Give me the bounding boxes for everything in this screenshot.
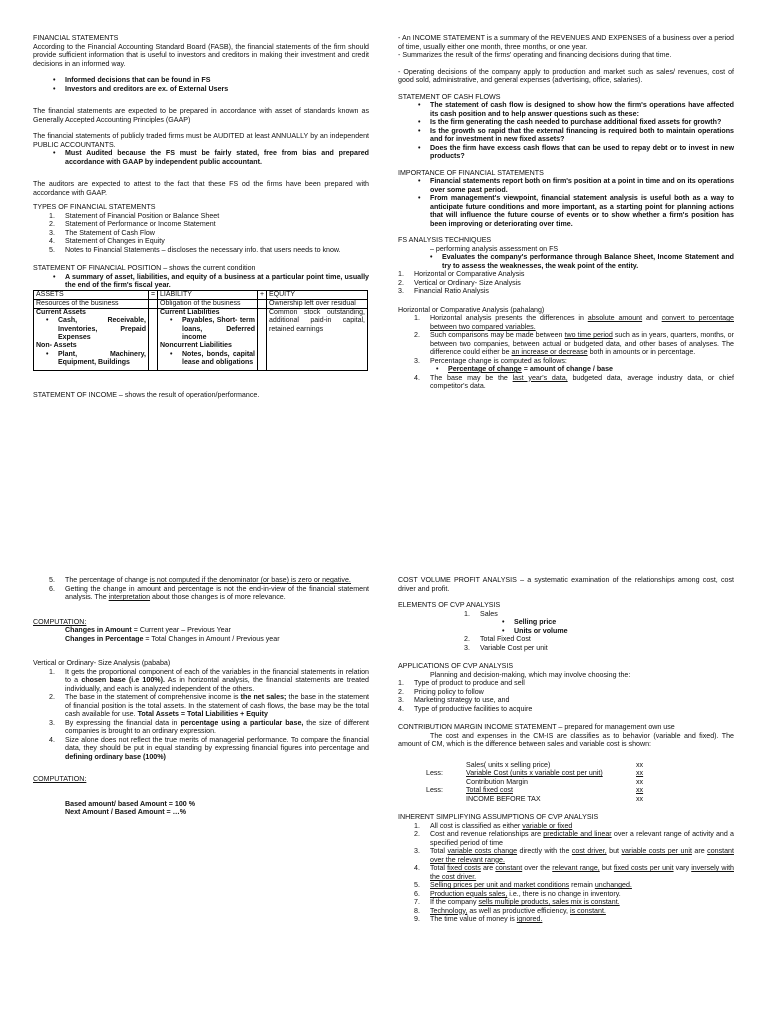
fs-analysis-subtitle: – performing analysis assessment on FS — [430, 244, 559, 253]
equity-definition: Ownership left over residual — [267, 299, 368, 308]
plus-sign: + — [258, 290, 267, 299]
list-item: 5. The percentage of change is not computed if the denominator (or base) is zero or negative. — [49, 576, 351, 584]
section-title-horizontal: Horizontal or Comparative Analysis (pahalang) — [398, 305, 545, 314]
vertical-analysis-list — [33, 668, 369, 762]
formula-change-percentage: Changes in Percentage = Total Changes in Amount / Previous year — [65, 634, 280, 643]
list-item: 3. Marketing strategy to use, and — [398, 696, 510, 704]
current-liabilities-list — [160, 317, 255, 342]
section-title-vertical: Vertical or Ordinary- Size Analysis (pababa) — [33, 659, 171, 667]
cm-row-prefix: Less: — [426, 786, 443, 794]
table-header-assets: ASSETS — [34, 290, 149, 299]
list-item: 9. The time value of money is ignored. — [414, 915, 543, 923]
cm-income-statement-table — [426, 761, 734, 804]
cm-row-value: xx — [636, 769, 644, 777]
income-statement-paragraph: - An INCOME STATEMENT is a summary of the REVENUES AND EXPENSES of a business over a period of time, usually either one month, three months, or one year. — [398, 34, 734, 51]
section-title-fs-analysis: FS ANALYSIS TECHNIQUES — [398, 236, 492, 244]
cm-row-value: xx — [636, 794, 644, 803]
table-header-liability: LIABILITY — [158, 290, 258, 299]
cm-row-label: Variable Cost (units x variable cost per unit) — [466, 769, 603, 777]
list-item: • Percentage of change = amount of change / base — [448, 365, 734, 374]
list-item: 2. The base in the statement of comprehensive income is the net sales; the base in the statement of financial position is the total assets. In the statement of cash flows, the base may be the total cash available for use. Total Assets = Total Liabilities + Equity — [49, 693, 369, 718]
cm-row-label: Contribution Margin — [466, 777, 528, 786]
list-item: • Selling price — [514, 618, 734, 627]
list-item: • Is the growth so rapid that the external financing is required both to maintain operations and for investment in new fixed assets? — [430, 127, 734, 144]
list-item: • Informed decisions that can be found in FS — [65, 76, 369, 85]
list-item: 2. Such comparisons may be made between two time period such as in years, quarters, months, or between two companies, between actual or budgeted data, and other bases of analyses. The difference could either be an increase or decrease both in amounts or in percentage. — [414, 331, 734, 356]
liability-detail-cell — [158, 309, 258, 371]
cm-row-label: Total fixed cost — [466, 786, 513, 794]
page-cvp-analysis — [398, 576, 734, 1016]
computation-heading-2: COMPUTATION: — [33, 775, 87, 783]
cm-row-prefix: Less: — [426, 769, 443, 777]
list-item: 4. Type of productive facilities to acquire — [398, 704, 533, 713]
list-item: 2. Statement of Performance or Income Statement — [49, 220, 216, 228]
list-item: 7. If the company sells multiple products, sales mix is constant. — [414, 898, 620, 906]
section-title-types: TYPES OF FINANCIAL STATEMENTS — [33, 203, 156, 211]
audit-bullets — [33, 149, 369, 166]
section-title-applications: APPLICATIONS OF CVP ANALYSIS — [398, 662, 514, 670]
list-item: 5. Notes to Financial Statements – discloses the necessary info. that users needs to know. — [49, 245, 341, 254]
list-item: 3. Variable Cost per unit — [464, 643, 548, 652]
list-item: 6. Getting the change in amount and percentage is not the end-in-view of the financial statement analysis. The interpretation about those changes is of more relevance. — [49, 584, 369, 601]
fasb-paragraph: According to the Financial Accounting Standard Board (FASB), the financial statements of the firm should provide sufficient information that is useful to investors and creditors in making their investment and credit decisions in an informed way. — [33, 42, 369, 68]
list-item: 4. Total fixed costs are constant over the relevant range, but fixed costs per unit vary inversely with the cost driver. — [414, 864, 734, 881]
list-item: 8. Technology, as well as productive efficiency, is constant. — [414, 906, 606, 915]
liability-definition: Obligation of the business — [158, 299, 258, 308]
formula-based-amount: Based amount/ based Amount = 100 % — [65, 799, 196, 808]
list-item: • Is the firm generating the cash needed to purchase additional fixed assets for growth? — [430, 118, 734, 127]
cm-row-value: xx — [636, 777, 644, 786]
financial-position-table — [33, 290, 368, 372]
list-item: 1. It gets the proportional component of each of the variables in the financial statements in relation to a chosen base (i.e 100%). As in horizontal analysis, the financial statements are treated individually, and each is analyzed independent of the others. — [49, 667, 369, 693]
equals-sign: = — [149, 290, 158, 299]
cvp-definition: COST VOLUME PROFIT ANALYSIS – a systematic examination of the relationships among cost, cost driver and profit. — [398, 576, 734, 593]
list-item: • Must Audited because the FS must be fairly stated, free from bias and prepared accordance with GAAP by independent public accountant. — [65, 149, 369, 166]
list-item: 1. Horizontal or Comparative Analysis — [398, 270, 525, 278]
importance-bullets — [398, 177, 734, 228]
page-financial-statements — [33, 34, 369, 504]
horizontal-analysis-list — [398, 314, 734, 391]
section-title-financial-statements: FINANCIAL STATEMENTS — [33, 34, 119, 42]
cvp-elements-list — [398, 610, 734, 653]
list-item: 1. Statement of Financial Position or Balance Sheet — [49, 211, 220, 220]
list-item: 1. Type of product to produce and sell — [398, 679, 525, 687]
formula-next-amount: Next Amount / Based Amount = …% — [65, 808, 187, 816]
assets-detail-cell — [34, 309, 149, 371]
list-item: 3. The Statement of Cash Flow — [49, 228, 155, 237]
applications-list — [398, 679, 734, 713]
analysis-techniques-list — [398, 270, 734, 296]
computation-heading: COMPUTATION: — [33, 617, 87, 626]
fs-analysis-bullets — [398, 253, 734, 270]
cm-income-paragraph: The cost and expenses in the CM-IS are classifies as to behavior (variable and fixed). The amount of CM, which is the difference between sales and variable cost is shown: — [398, 731, 734, 748]
list-item: 3. By expressing the financial data in percentage using a particular base, the size of different companies is brought to an ordinary expression. — [49, 718, 369, 735]
list-item: • Cash, Receivable, Inventories, Prepaid Expenses — [58, 317, 146, 342]
current-liabilities-heading: Current Liabilities — [160, 309, 220, 317]
section-title-income-statement: STATEMENT OF INCOME – shows the result of operation/performance. — [33, 391, 260, 400]
assumptions-list — [398, 822, 734, 924]
fs-bullets — [33, 76, 369, 93]
list-item: 2. Total Fixed Cost — [464, 635, 531, 643]
attest-paragraph: The auditors are expected to attest to the fact that these FS od the firms have been prepared with accordance with GAAP. — [33, 180, 369, 197]
current-assets-heading: Current Assets — [36, 309, 86, 317]
noncurrent-liabilities-heading: Noncurrent Liabilities — [160, 342, 232, 350]
list-item: 1. All cost is classified as either variable or fixed — [414, 821, 573, 830]
list-item: 2. Vertical or Ordinary- Size Analysis — [398, 278, 521, 287]
list-item: • Evaluates the company's performance through Balance Sheet, Income Statement and try to assess the weaknesses, the weak point of the entity. — [442, 253, 734, 270]
non-current-assets-list — [36, 351, 146, 368]
page-vertical-analysis — [33, 576, 369, 1016]
list-item: 1. Horizontal analysis presents the differences in absolute amount and convert to percentage between two compared variables. — [414, 314, 734, 331]
list-item: 3. Percentage change is computed as follows: • Percentage of change = amount of change / base — [430, 357, 734, 374]
list-item: 4. The base may be the last year's data, budgeted data, average industry data, or chief competitor's data. — [414, 373, 734, 390]
list-item: • The statement of cash flow is designed to show how the firm's operations have affected its cash position and to help answer questions such as these: — [430, 101, 734, 118]
list-item: 1. Sales • Selling price • Units or volume — [480, 610, 734, 636]
list-item: • Units or volume — [514, 627, 734, 636]
current-assets-list — [36, 317, 146, 342]
list-item: 3. Financial Ratio Analysis — [398, 287, 489, 295]
sfp-bullets — [33, 273, 369, 290]
audit-paragraph: The financial statements of publicly traded firms must be AUDITED at least ANNUALLY by an independent PUBLIC ACCOUNTANTS. — [33, 132, 369, 149]
list-item: 5. Selling prices per unit and market conditions remain unchanged. — [414, 881, 632, 889]
list-item: • From management's viewpoint, financial statement analysis is useful both as a way to anticipate future conditions and more important, as a starting point for planning actions that will influence the future course of events or to show whether a firm's position has been improving or deteriorating over time. — [430, 194, 734, 228]
cm-row-prefix — [426, 778, 466, 787]
section-title-sfp: STATEMENT OF FINANCIAL POSITION – shows the current condition — [33, 264, 256, 272]
cm-row-label: INCOME BEFORE TAX — [466, 794, 541, 803]
cash-flow-bullets — [398, 101, 734, 161]
list-item: • Investors and creditors are ex. of External Users — [65, 85, 369, 94]
cm-row-value: xx — [636, 760, 644, 769]
income-statement-summary: - Summarizes the result of the firms' operating and financing decisions during that time. — [398, 51, 672, 59]
list-item: • Financial statements report both on firm's position at a point in time and on its operations over some past period. — [430, 177, 734, 194]
table-header-equity: EQUITY — [267, 290, 368, 299]
section-title-importance: IMPORTANCE OF FINANCIAL STATEMENTS — [398, 168, 544, 177]
section-title-assumptions: INHERENT SIMPLIFYING ASSUMPTIONS OF CVP ANALYSIS — [398, 813, 599, 821]
list-item: • A summary of asset, liabilities, and equity of a business at a particular point time, usually the end of the firm's fiscal year. — [65, 273, 369, 290]
cm-row-label: Sales( units x selling price) — [466, 760, 551, 769]
horizontal-analysis-list-cont — [33, 576, 369, 602]
gaap-paragraph: The financial statements are expected to be prepared in accordance with asset of standards known as Generally Accepted Accounting Principles (GAAP) — [33, 107, 369, 124]
list-item: • Does the firm have excess cash flows that can be used to repay debt or to invest in new products? — [430, 144, 734, 161]
cm-row-prefix — [426, 761, 466, 770]
operating-decisions-paragraph: - Operating decisions of the company apply to production and market such as sales/ revenues, cost of good sold, administrative, and general expenses (advertising, office, salaries). — [398, 67, 734, 84]
equity-detail-cell: Common stock outstanding, additional paid-in capital, retained earnings — [267, 309, 368, 371]
list-item: • Plant, Machinery, Equipment, Buildings — [58, 351, 146, 368]
list-item: 2. Cost and revenue relationships are predictable and linear over a relevant range of activity and a specified period of time — [414, 830, 734, 847]
page-income-cashflow — [398, 34, 734, 504]
types-list — [33, 212, 369, 255]
list-item: 6. Production equals sales, i.e., there is no change in inventory. — [414, 889, 621, 898]
assets-definition: Resources of the business — [34, 299, 149, 308]
cm-row-value: xx — [636, 786, 644, 794]
non-current-assets-heading: Non- Assets — [36, 342, 77, 350]
list-item: 3. Total variable costs change directly with the cost driver, but variable costs per unit are constant over the relevant range. — [414, 847, 734, 864]
list-item: 2. Pricing policy to follow — [398, 687, 484, 696]
list-item: 4. Size alone does not reflect the true merits of managerial performance. To compare the financial data, they should be put in equal standing by expressing financial figures into percentage and defining ordinary base (100%) — [49, 735, 369, 761]
list-item: • Payables, Short- term loans, Deferred income — [182, 317, 255, 342]
list-item: 4. Statement of Changes in Equity — [49, 237, 165, 245]
applications-intro: Planning and decision-making, which may involve choosing the: — [430, 670, 631, 679]
noncurrent-liabilities-list — [160, 351, 255, 368]
section-title-cm-income-statement: CONTRIBUTION MARGIN INCOME STATEMENT – prepared for management own use — [398, 723, 675, 731]
section-title-elements: ELEMENTS OF CVP ANALYSIS — [398, 601, 501, 609]
cm-row-prefix — [426, 795, 466, 804]
section-title-cash-flows: STATEMENT OF CASH FLOWS — [398, 92, 501, 101]
formula-change-amount: Changes in Amount = Current year – Previous Year — [65, 626, 231, 634]
list-item: • Notes, bonds, capital lease and obligations — [182, 351, 255, 368]
